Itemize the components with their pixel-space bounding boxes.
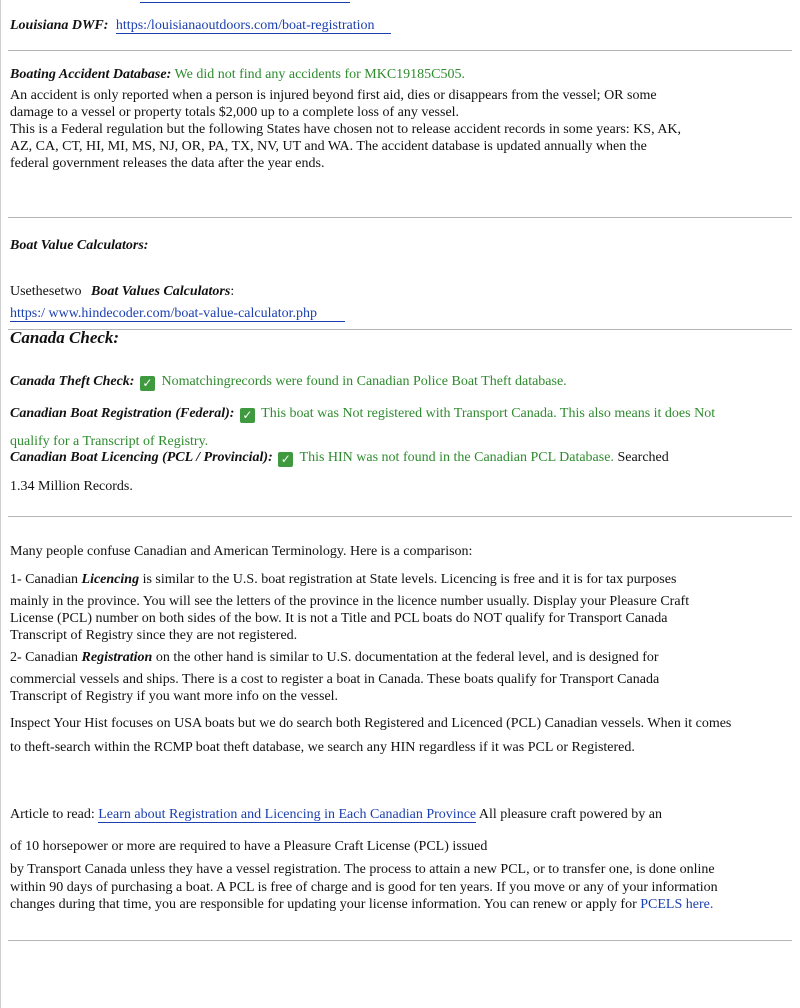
article-text-line: of 10 horsepower or more are required to have a Pleasure Craft License (PCL) issued — [10, 839, 488, 854]
accident-database-label: Boating Accident Database: — [10, 67, 172, 82]
licencing-item-line: Transcript of Registry since they are not registered. — [10, 628, 298, 643]
canada-licencing-label: Canadian Boat Licencing (PCL / Provincial): — [10, 450, 273, 465]
accident-text-line: An accident is only reported when a person is injured beyond first aid, dies or disappears from the vessel; OR some — [10, 88, 657, 103]
accident-database-result: We did not find any accidents for MKC19185C505. — [174, 67, 466, 82]
louisiana-dwf-row — [10, 17, 391, 34]
canada-theft-label: Canada Theft Check: — [10, 374, 135, 389]
canada-theft-result: Nomatchingrecords were found in Canadian Police Boat Theft database. — [161, 374, 567, 389]
boat-value-calculator-link[interactable]: https:/ www.hindecoder.com/boat-value-calculator.php — [10, 306, 345, 322]
registration-item-row — [10, 649, 659, 666]
licencing-item-row — [10, 571, 676, 588]
licencing-item-prefix: 1- Canadian — [10, 572, 82, 587]
canada-licencing-result: This HIN was not found in the Canadian PCL Database. — [299, 450, 614, 465]
boat-value-intro: Usethesetwo — [10, 284, 82, 299]
louisiana-dwf-link[interactable]: https:/louisianaoutdoors.com/boat-registration — [116, 18, 391, 34]
checkmark-icon: ✓ — [278, 452, 293, 467]
divider-3 — [8, 329, 792, 330]
pcels-link[interactable]: PCELS here. — [640, 897, 714, 912]
canada-registration-result-cont: qualify for a Transcript of Registry. — [10, 434, 209, 449]
divider-2 — [8, 217, 792, 218]
article-row — [10, 806, 662, 823]
accident-text-line: AZ, CA, CT, HI, MI, MS, NJ, OR, PA, TX, NV, UT and WA. The accident database is updated annually when the — [10, 139, 647, 154]
article-text-line: within 90 days of purchasing a boat. A PCL is free of charge and is good for ten years. If you move or any of your information — [10, 880, 718, 895]
licencing-term: Licencing — [81, 572, 140, 587]
boat-value-link-row — [10, 305, 345, 322]
article-rest: All pleasure craft powered by an — [478, 807, 662, 822]
registration-item-line: commercial vessels and ships. There is a cost to register a boat in Canada. These boats qualify for Transport Canada — [10, 672, 660, 687]
canada-licencing-count: 1.34 Million Records. — [10, 479, 133, 494]
divider-4 — [8, 516, 792, 517]
registration-item-rest: on the other hand is similar to U.S. documentation at the federal level, and is designed for — [152, 650, 659, 665]
canada-registration-label: Canadian Boat Registration (Federal): — [10, 406, 235, 421]
registration-item-line: Transcript of Registry if you want more info on the vessel. — [10, 689, 339, 704]
louisiana-dwf-label: Louisiana DWF: — [10, 18, 109, 33]
canada-licencing-row — [10, 449, 669, 467]
registration-term: Registration — [81, 650, 153, 665]
registration-item-prefix: 2- Canadian — [10, 650, 82, 665]
article-link[interactable]: Learn about Registration and Licencing in Each Canadian Province — [98, 807, 477, 822]
canada-licencing-tail: Searched — [617, 450, 669, 465]
licencing-item-rest: is similar to the U.S. boat registration at State levels. Licencing is free and it is for tax purposes — [139, 572, 677, 587]
checkmark-icon: ✓ — [240, 408, 255, 423]
accident-text-line: federal government releases the data after the year ends. — [10, 156, 325, 171]
inspect-text-line: Inspect Your Hist focuses on USA boats but we do search both Registered and Licenced (PCL) Canadian vessels. When it comes — [10, 716, 732, 731]
canada-registration-row — [10, 405, 715, 423]
article-last-row — [10, 896, 713, 913]
cropped-top-link-underline — [140, 0, 350, 3]
boat-value-sub-label: Boat Values Calculators — [91, 284, 231, 299]
divider-1 — [8, 50, 792, 51]
canada-theft-row — [10, 373, 567, 391]
accident-text-line: This is a Federal regulation but the following States have chosen not to release accident records in some years: KS, AK, — [10, 122, 682, 137]
canada-check-heading: Canada Check: — [10, 328, 120, 347]
boat-value-heading: Boat Value Calculators: — [10, 238, 149, 253]
boat-value-intro-row — [10, 283, 234, 300]
inspect-text-line: to theft-search within the RCMP boat theft database, we search any HIN regardless if it was PCL or Registered. — [10, 740, 635, 755]
accident-text-line: damage to a vessel or property totals $2,000 up to a complete loss of any vessel. — [10, 105, 460, 120]
checkmark-icon: ✓ — [140, 376, 155, 391]
terminology-intro: Many people confuse Canadian and American Terminology. Here is a comparison: — [10, 544, 473, 559]
article-prefix: Article to read: — [10, 807, 95, 822]
page-left-border — [0, 0, 1, 1008]
accident-database-row — [10, 66, 465, 83]
divider-5 — [8, 940, 792, 941]
article-text-line: changes during that time, you are responsible for updating your license information. You can renew or apply for — [10, 897, 637, 912]
canada-registration-result: This boat was Not registered with Transport Canada. This also means it does Not — [261, 406, 716, 421]
licencing-item-line: mainly in the province. You will see the letters of the province in the licence number usually. Display your Pleasure Craft — [10, 594, 690, 609]
licencing-item-line: License (PCL) number on both sides of the bow. It is not a Title and PCL boats do NOT qualify for Transport Canada — [10, 611, 668, 626]
boat-value-colon: : — [230, 284, 235, 299]
article-text-line: by Transport Canada unless they have a vessel registration. The process to attain a new PCL, or to transfer one, is done online — [10, 862, 715, 877]
